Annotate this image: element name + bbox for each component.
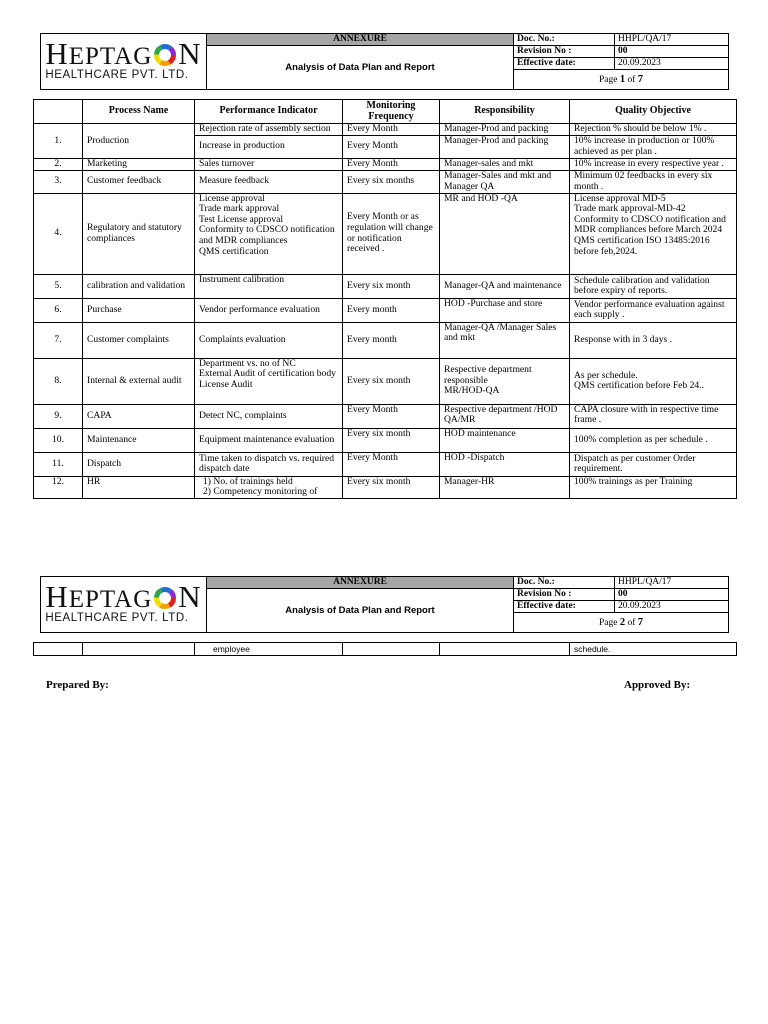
column-header: Monitoring Frequency xyxy=(343,100,440,124)
performance-indicator: Equipment maintenance evaluation xyxy=(195,428,343,452)
table-row xyxy=(34,428,737,452)
responsibility: Respective department responsible MR/HOD-QA xyxy=(440,358,570,404)
quality-objective: Schedule calibration and validation before expiry of reports. xyxy=(570,274,737,298)
effective-date-value: 20.09.2023 xyxy=(615,601,729,613)
effective-date-label: Effective date: xyxy=(514,601,615,613)
row-number: 10. xyxy=(34,428,83,452)
annexure-label: ANNEXURE xyxy=(207,34,514,46)
doc-no-value: HHPL/QA/17 xyxy=(615,577,729,589)
process-name: Regulatory and statutory compliances xyxy=(83,193,195,274)
responsibility xyxy=(440,643,570,656)
revision-value: 00 xyxy=(615,589,729,601)
column-header: Quality Objective xyxy=(570,100,737,124)
annexure-label: ANNEXURE xyxy=(207,577,514,589)
responsibility: Manager-sales and mkt xyxy=(440,158,570,170)
page-number: Page 1 of 7 xyxy=(514,70,729,90)
monitoring-frequency: Every Month xyxy=(343,452,440,476)
column-header: Process Name xyxy=(83,100,195,124)
row-number: 5. xyxy=(34,274,83,298)
table-row xyxy=(34,404,737,428)
effective-date-value: 20.09.2023 xyxy=(615,58,729,70)
company-subtitle: HEALTHCARE PVT. LTD. xyxy=(45,68,189,81)
responsibility: Respective department /HOD QA/MR xyxy=(440,404,570,428)
quality-objective: 10% increase in production or 100% achieved as per plan . xyxy=(570,135,737,158)
table-row xyxy=(34,298,737,322)
performance-indicator: License approval Trade mark approval Test License approval Conformity to CDSCO notification and MDR compliances QMS certification xyxy=(195,193,343,274)
table-row xyxy=(34,322,737,358)
process-name: Marketing xyxy=(83,158,195,170)
performance-indicator: Sales turnover xyxy=(195,158,343,170)
continuation-table xyxy=(33,642,737,656)
page-2-header xyxy=(40,576,729,633)
doc-no-label: Doc. No.: xyxy=(514,34,615,46)
performance-indicator: Vendor performance evaluation xyxy=(195,298,343,322)
quality-objective: License approval MD-5 Trade mark approval-MD-42 Conformity to CDSCO notification and MDR compliances before March 2024 QMS certification ISO 13485:2016 before feb,2024. xyxy=(570,193,737,274)
logo-letter-h: H xyxy=(45,35,69,71)
responsibility: Manager-HR xyxy=(440,476,570,498)
process-name: Production xyxy=(83,124,195,159)
revision-value: 00 xyxy=(615,46,729,58)
revision-label: Revision No : xyxy=(514,589,615,601)
monitoring-frequency: Every six months xyxy=(343,170,440,193)
logo-letter-h: H xyxy=(45,578,69,614)
quality-objective: 10% increase in every respective year . xyxy=(570,158,737,170)
row-number: 11. xyxy=(34,452,83,476)
table-row xyxy=(34,452,737,476)
table-row xyxy=(34,274,737,298)
quality-objective: As per schedule. QMS certification before Feb 24.. xyxy=(570,358,737,404)
monitoring-frequency: Every Month or as regulation will change or notification received . xyxy=(343,193,440,274)
table-row xyxy=(34,170,737,193)
responsibility: Manager-QA and maintenance xyxy=(440,274,570,298)
effective-date-label: Effective date: xyxy=(514,58,615,70)
page-number: Page 2 of 7 xyxy=(514,613,729,633)
company-logo xyxy=(41,577,207,633)
row-number: 9. xyxy=(34,404,83,428)
quality-objective: 100% trainings as per Training xyxy=(570,476,737,498)
logo-text: EPTAG xyxy=(68,585,153,613)
quality-objective: Response with in 3 days . xyxy=(570,322,737,358)
monitoring-frequency xyxy=(343,643,440,656)
row-number: 12. xyxy=(34,476,83,498)
table-header-row xyxy=(34,100,737,124)
monitoring-frequency: Every Month xyxy=(343,404,440,428)
quality-objective: 100% completion as per schedule . xyxy=(570,428,737,452)
document-title: Analysis of Data Plan and Report xyxy=(207,589,514,633)
performance-indicator: Department vs. no of NC External Audit of certification body License Audit xyxy=(195,358,343,404)
performance-indicator: Rejection rate of assembly section xyxy=(195,124,343,136)
performance-indicator: employee xyxy=(195,643,343,656)
monitoring-frequency: Every Month xyxy=(343,124,440,136)
company-subtitle: HEALTHCARE PVT. LTD. xyxy=(45,611,189,624)
logo-ring-icon xyxy=(153,586,177,610)
monitoring-frequency: Every six month xyxy=(343,476,440,498)
monitoring-frequency: Every Month xyxy=(343,135,440,158)
process-name: Dispatch xyxy=(83,452,195,476)
quality-objective: schedule. xyxy=(570,643,737,656)
logo-letter-n: N xyxy=(178,578,202,614)
table-row xyxy=(34,124,737,136)
logo-letter-n: N xyxy=(178,35,202,71)
monitoring-frequency: Every month xyxy=(343,298,440,322)
table-row xyxy=(34,476,737,498)
approved-by-label: Approved By: xyxy=(624,679,691,691)
process-name: Customer feedback xyxy=(83,170,195,193)
monitoring-frequency: Every Month xyxy=(343,158,440,170)
responsibility: MR and HOD -QA xyxy=(440,193,570,274)
process-name: calibration and validation xyxy=(83,274,195,298)
quality-objective: Rejection % should be below 1% . xyxy=(570,124,737,136)
performance-indicator: Instrument calibration xyxy=(195,274,343,298)
company-logo xyxy=(41,34,207,90)
logo-text: EPTAG xyxy=(68,42,153,70)
responsibility: Manager-Prod and packing xyxy=(440,135,570,158)
row-number: 3. xyxy=(34,170,83,193)
responsibility: Manager-QA /Manager Sales and mkt xyxy=(440,322,570,358)
monitoring-frequency: Every six month xyxy=(343,358,440,404)
row-number: 6. xyxy=(34,298,83,322)
document-title: Analysis of Data Plan and Report xyxy=(207,46,514,90)
process-name: HR xyxy=(83,476,195,498)
column-header: Performance Indicator xyxy=(195,100,343,124)
prepared-by-label: Prepared By: xyxy=(46,679,109,691)
process-name: Internal & external audit xyxy=(83,358,195,404)
performance-indicator: Measure feedback xyxy=(195,170,343,193)
table-row xyxy=(34,158,737,170)
page-1-header xyxy=(40,33,729,90)
quality-objectives-table xyxy=(33,99,737,499)
performance-indicator: Increase in production xyxy=(195,135,343,158)
quality-objective: Dispatch as per customer Order requirement. xyxy=(570,452,737,476)
row-number: 7. xyxy=(34,322,83,358)
column-header: Responsibility xyxy=(440,100,570,124)
process-name: Customer complaints xyxy=(83,322,195,358)
logo-ring-icon xyxy=(153,43,177,67)
performance-indicator: Detect NC, complaints xyxy=(195,404,343,428)
process-name: Maintenance xyxy=(83,428,195,452)
performance-indicator: 1) No. of trainings held 2) Competency monitoring of xyxy=(195,476,343,498)
performance-indicator: Complaints evaluation xyxy=(195,322,343,358)
monitoring-frequency: Every month xyxy=(343,322,440,358)
row-number: 4. xyxy=(34,193,83,274)
column-header-no xyxy=(34,100,83,124)
revision-label: Revision No : xyxy=(514,46,615,58)
quality-objective: CAPA closure with in respective time frame . xyxy=(570,404,737,428)
responsibility: HOD -Dispatch xyxy=(440,452,570,476)
process-name: Purchase xyxy=(83,298,195,322)
quality-objective: Vendor performance evaluation against each supply . xyxy=(570,298,737,322)
doc-no-value: HHPL/QA/17 xyxy=(615,34,729,46)
quality-objective: Minimum 02 feedbacks in every six month . xyxy=(570,170,737,193)
row-number: 2. xyxy=(34,158,83,170)
table-row xyxy=(34,358,737,404)
responsibility: Manager-Prod and packing xyxy=(440,124,570,136)
monitoring-frequency: Every six month xyxy=(343,274,440,298)
row-number: 8. xyxy=(34,358,83,404)
row-number: 1. xyxy=(34,124,83,159)
doc-no-label: Doc. No.: xyxy=(514,577,615,589)
responsibility: HOD -Purchase and store xyxy=(440,298,570,322)
table-row xyxy=(34,193,737,274)
responsibility: HOD maintenance xyxy=(440,428,570,452)
monitoring-frequency: Every six month xyxy=(343,428,440,452)
performance-indicator: Time taken to dispatch vs. required dispatch date xyxy=(195,452,343,476)
table-row xyxy=(34,643,737,656)
process-name: CAPA xyxy=(83,404,195,428)
process-name xyxy=(83,643,195,656)
responsibility: Manager-Sales and mkt and Manager QA xyxy=(440,170,570,193)
row-number xyxy=(34,643,83,656)
